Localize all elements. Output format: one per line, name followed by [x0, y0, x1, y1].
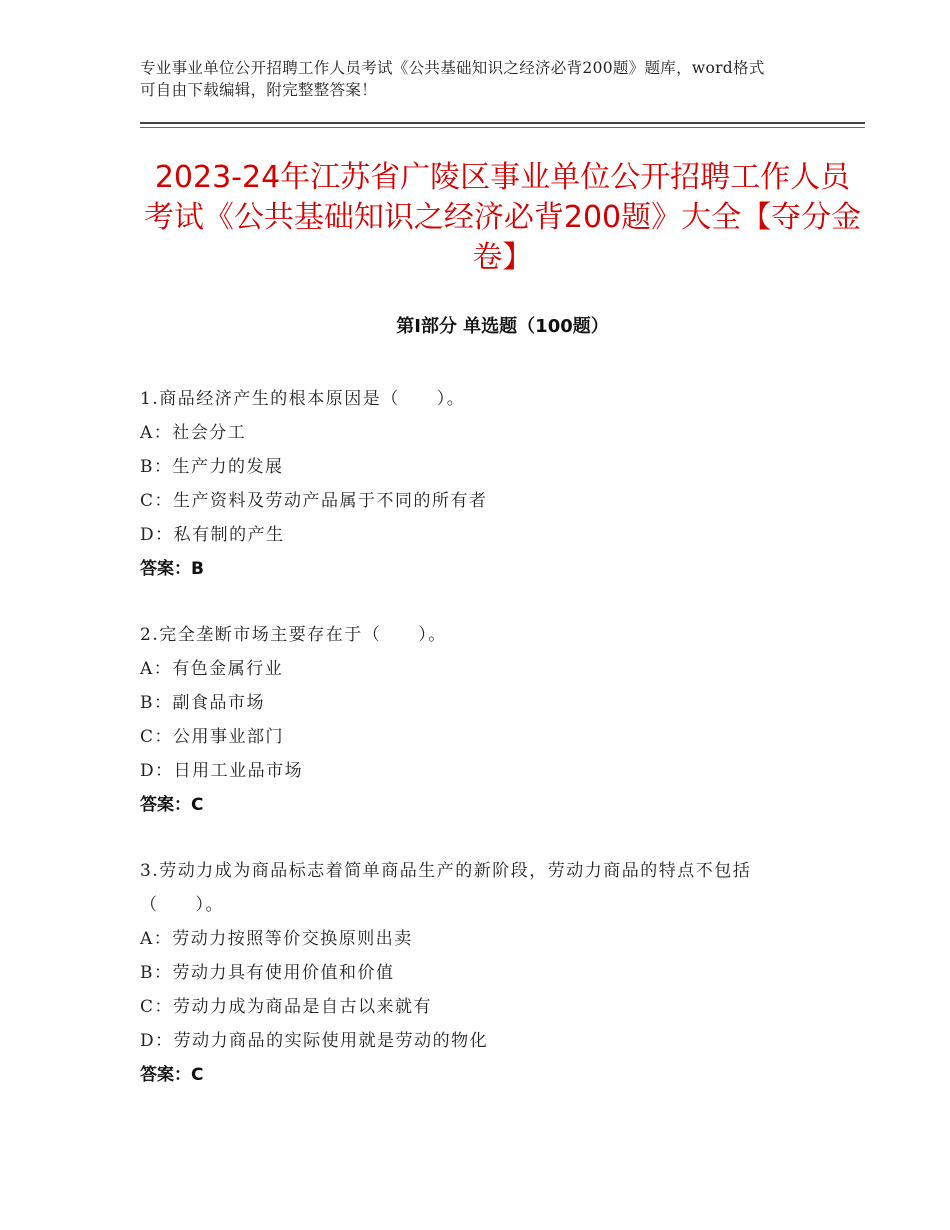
option-d: D：私有制的产生: [140, 525, 285, 545]
question-list: [140, 382, 820, 1124]
option-d: D：劳动力商品的实际使用就是劳动的物化: [140, 1031, 489, 1051]
question-2: [140, 618, 820, 822]
option-d: D：日用工业品市场: [140, 761, 304, 781]
option-a: A：劳动力按照等价交换原则出卖: [140, 929, 413, 949]
option-b: B：副食品市场: [140, 693, 265, 713]
option-b: B：劳动力具有使用价值和价值: [140, 963, 395, 983]
option-a: A：有色金属行业: [140, 659, 284, 679]
answer: 答案：C: [140, 795, 204, 815]
option-c: C：生产资料及劳动产品属于不同的所有者: [140, 491, 488, 511]
document-title: 2023-24年江苏省广陵区事业单位公开招聘工作人员考试《公共基础知识之经济必背200题》大全【夺分金卷】: [143, 160, 862, 275]
option-c: C：公用事业部门: [140, 727, 285, 747]
option-c: C：劳动力成为商品是自古以来就有: [140, 997, 433, 1017]
option-b: B：生产力的发展: [140, 457, 284, 477]
option-a: A：社会分工: [140, 423, 247, 443]
question-3: [140, 854, 820, 1092]
answer: 答案：C: [140, 1065, 204, 1085]
question-stem: 1.商品经济产生的根本原因是（ ）。: [140, 389, 466, 409]
header-divider-thick: [140, 122, 865, 124]
question-stem: 3.劳动力成为商品标志着简单商品生产的新阶段，劳动力商品的特点不包括（ ）。: [140, 861, 752, 915]
answer: 答案：B: [140, 559, 204, 579]
question-1: [140, 382, 820, 586]
header-note: 专业事业单位公开招聘工作人员考试《公共基础知识之经济必背200题》题库，word格式可自由下载编辑，附完整整答案！: [140, 59, 765, 99]
question-stem: 2.完全垄断市场主要存在于（ ）。: [140, 625, 447, 645]
section-title: 第Ⅰ部分 单选题（100题）: [396, 316, 609, 337]
header-divider-thin: [140, 127, 865, 128]
